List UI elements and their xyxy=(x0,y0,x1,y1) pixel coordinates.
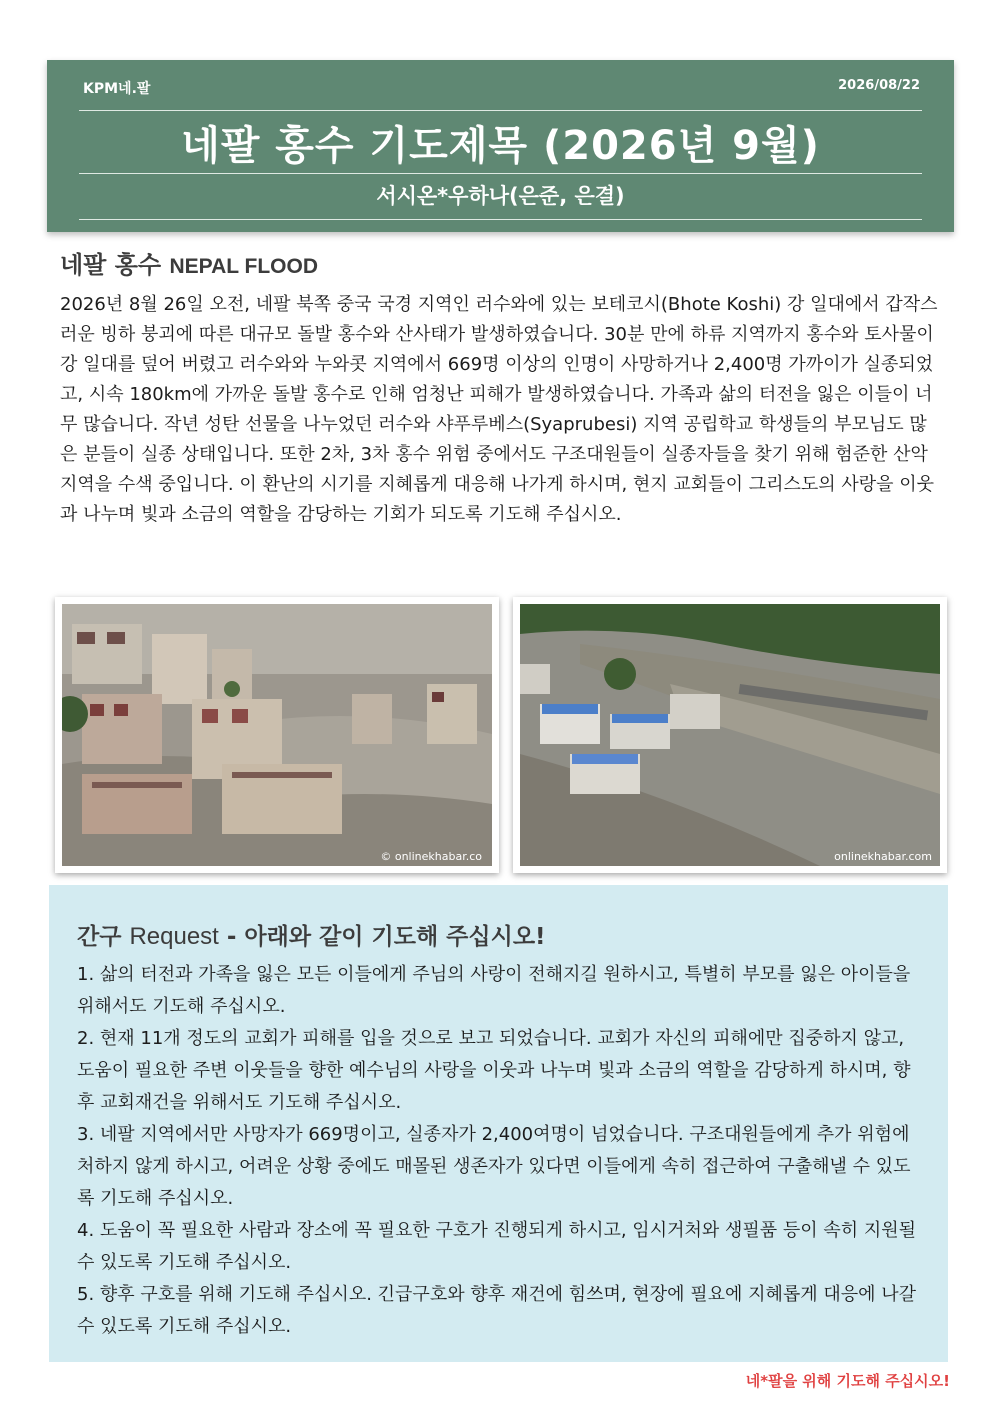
page-title: 네팔 홍수 기도제목 (2026년 9월) xyxy=(181,123,820,169)
divider xyxy=(79,173,922,174)
request-title-rest: - 아래와 같이 기도해 주십시오! xyxy=(226,924,546,950)
flood-photo-river xyxy=(513,597,947,873)
list-item: 1. 삶의 터전과 가족을 잃은 모든 이들에게 주님의 사랑이 전해지길 원하시고, 특별히 부모를 잃은 아이들을 위해서도 기도해 주십시오. xyxy=(77,964,911,1017)
intro-paragraph: 2026년 8월 26일 오전, 네팔 북쪽 중국 국경 지역인 러수와에 있는 보테코시(Bhote Koshi) 강 일대에서 갑작스러운 빙하 붕괴에 따른 대규모 돌발 홍수와 산사태가 발생하였습니다. 30분 만에 하류 지역까지 홍수와 토사물이 강 일대를 덮어 버렸고 러수와와 누와콧 지역에서 669명 이상의 인명이 사망하거나 2,400명 가까이가 실종되었고, 시속 180km에 가까운 돌발 홍수로 인해 엄청난 피해가 발생하였습니다. 가족과 삶의 터전을 잃은 이들이 너무 많습니다. 작년 성탄 선물을 나누었던 러수와 샤푸루베스(Syaprubesi) 지역 공립학교 학생들의 부모님도 많은 분들이 실종 상태입니다. 또한 2차, 3차 홍수 위험 중에서도 구조대원들이 실종자들을 찾기 위해 험준한 산악 지역을 수색 중입니다. 이 환난의 시기를 지혜롭게 대응해 나가게 하시며, 현지 교회들이 그리스도의 사랑을 이웃과 나누며 빛과 소금의 역할을 감당하는 기회가 되도록 기도해 주십시오. xyxy=(60,294,938,525)
request-title-ko: 간구 xyxy=(77,924,122,950)
org-name: KPM네.팔 xyxy=(83,81,151,97)
divider xyxy=(79,219,922,220)
issue-date: 2026/08/22 xyxy=(838,78,920,93)
divider xyxy=(79,110,922,111)
photo-watermark: © onlinekhabar.co xyxy=(380,850,482,863)
list-item: 3. 네팔 지역에서만 사망자가 669명이고, 실종자가 2,400여명이 넘었습니다. 구조대원들에게 추가 위험에 처하지 않게 하시고, 어려운 상황 중에도 매몰된 생존자가 있다면 이들에게 속히 접근하여 구출해낼 수 있도록 기도해 주십시오. xyxy=(77,1124,911,1209)
photo-watermark: onlinekhabar.com xyxy=(834,850,932,863)
request-title xyxy=(77,918,546,951)
request-list xyxy=(77,959,927,1343)
section-heading-ko: 네팔 홍수 xyxy=(60,251,162,279)
footer-note: 네*팔을 위해 기도해 주십시오! xyxy=(745,1372,950,1390)
request-title-en: Request xyxy=(129,923,219,950)
header-banner xyxy=(47,60,954,232)
list-item: 4. 도움이 꼭 필요한 사람과 장소에 꼭 필요한 구호가 진행되게 하시고, 임시거처와 생필품 등이 속히 지원될 수 있도록 기도해 주십시오. xyxy=(77,1220,917,1273)
list-item: 2. 현재 11개 정도의 교회가 피해를 입을 것으로 보고 되었습니다. 교회가 자신의 피해에만 집중하지 않고, 도움이 필요한 주변 이웃들을 향한 예수님의 사랑을 이웃과 나누며 빛과 소금의 역할을 감당하게 하시며, 향후 교회재건을 위해서도 기도해 주십시오. xyxy=(77,1028,911,1113)
request-box xyxy=(49,885,948,1362)
list-item: 5. 향후 구호를 위해 기도해 주십시오. 긴급구호와 향후 재건에 힘쓰며, 현장에 필요에 지혜롭게 대응에 나갈 수 있도록 기도해 주십시오. xyxy=(77,1284,917,1337)
section-heading xyxy=(60,245,318,280)
flood-photo-village xyxy=(55,597,499,873)
section-heading-en: NEPAL FLOOD xyxy=(169,255,319,278)
page-subtitle: 서시온*우하나(은준, 은결) xyxy=(376,184,625,208)
